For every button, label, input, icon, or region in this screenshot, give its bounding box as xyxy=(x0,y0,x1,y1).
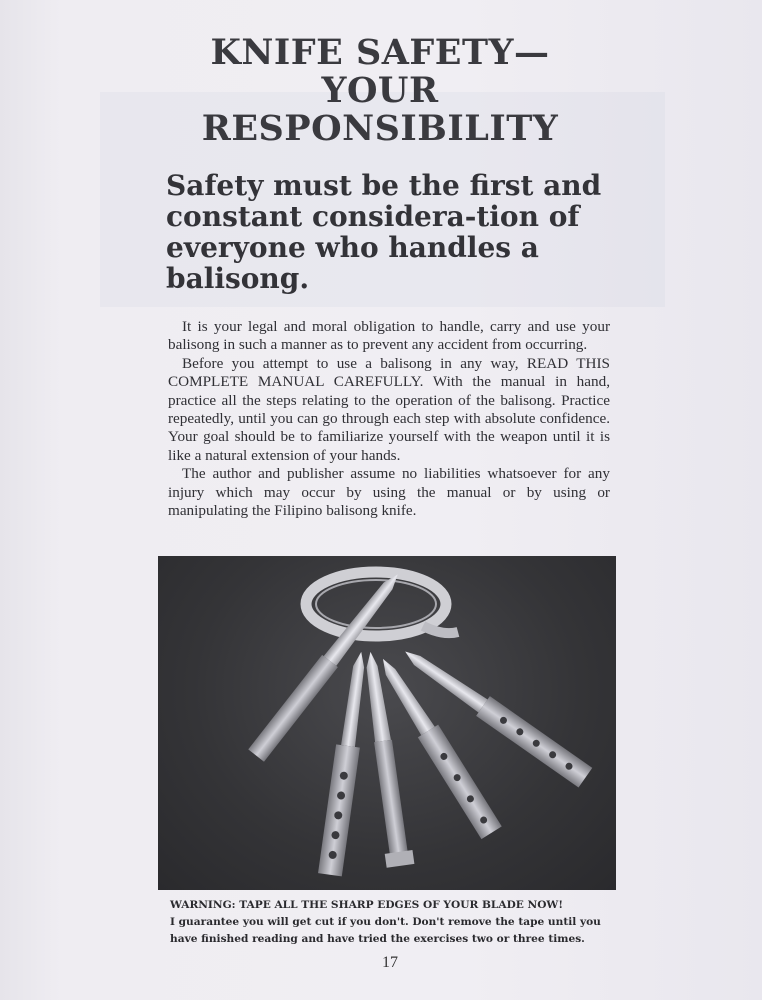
title-line-1: KNIFE SAFETY— xyxy=(210,32,550,73)
page-subtitle: Safety must be the first and constant considera-tion of everyone who handles a balisong. xyxy=(166,169,602,295)
body-text xyxy=(168,318,610,520)
caption-text: I guarantee you will get cut if you don't. Don't remove the tape until you have finished reading and have tried the exercises two or three times. xyxy=(170,916,601,945)
page-title xyxy=(150,34,610,148)
paragraph-3: The author and publisher assume no liabilities whatsoever for any injury which may occur by using the manual or by using or manipulating the Filipino balisong knife. xyxy=(168,465,610,520)
title-line-2: YOUR xyxy=(321,70,439,111)
title-line-3: RESPONSIBILITY xyxy=(201,108,559,149)
paragraph-1: It is your legal and moral obligation to handle, carry and use your balisong in such a manner as to prevent any accident from occurring. xyxy=(168,318,610,354)
knife-2-icon xyxy=(318,650,373,876)
caption-warning: WARNING: TAPE ALL THE SHARP EDGES OF YOUR BLADE NOW! xyxy=(170,899,563,911)
tape-roll-icon xyxy=(306,572,458,636)
knife-3-icon xyxy=(357,650,415,868)
photo-caption xyxy=(170,897,614,948)
knife-5-icon xyxy=(398,642,592,788)
page-number: 17 xyxy=(382,954,398,971)
paragraph-2: Before you attempt to use a balisong in any way, READ THIS COMPLETE MANUAL CAREFULLY. With the manual in hand, practice all the steps relating to the operation of the balisong. Practice repeatedly, until you can go through each step with absolute confidence. Your goal should be to familiarize yourself with the weapon until it is like a natural extension of your hands. xyxy=(168,354,610,464)
balisong-photo xyxy=(158,556,616,890)
balisong-knives-illustration xyxy=(158,556,616,890)
